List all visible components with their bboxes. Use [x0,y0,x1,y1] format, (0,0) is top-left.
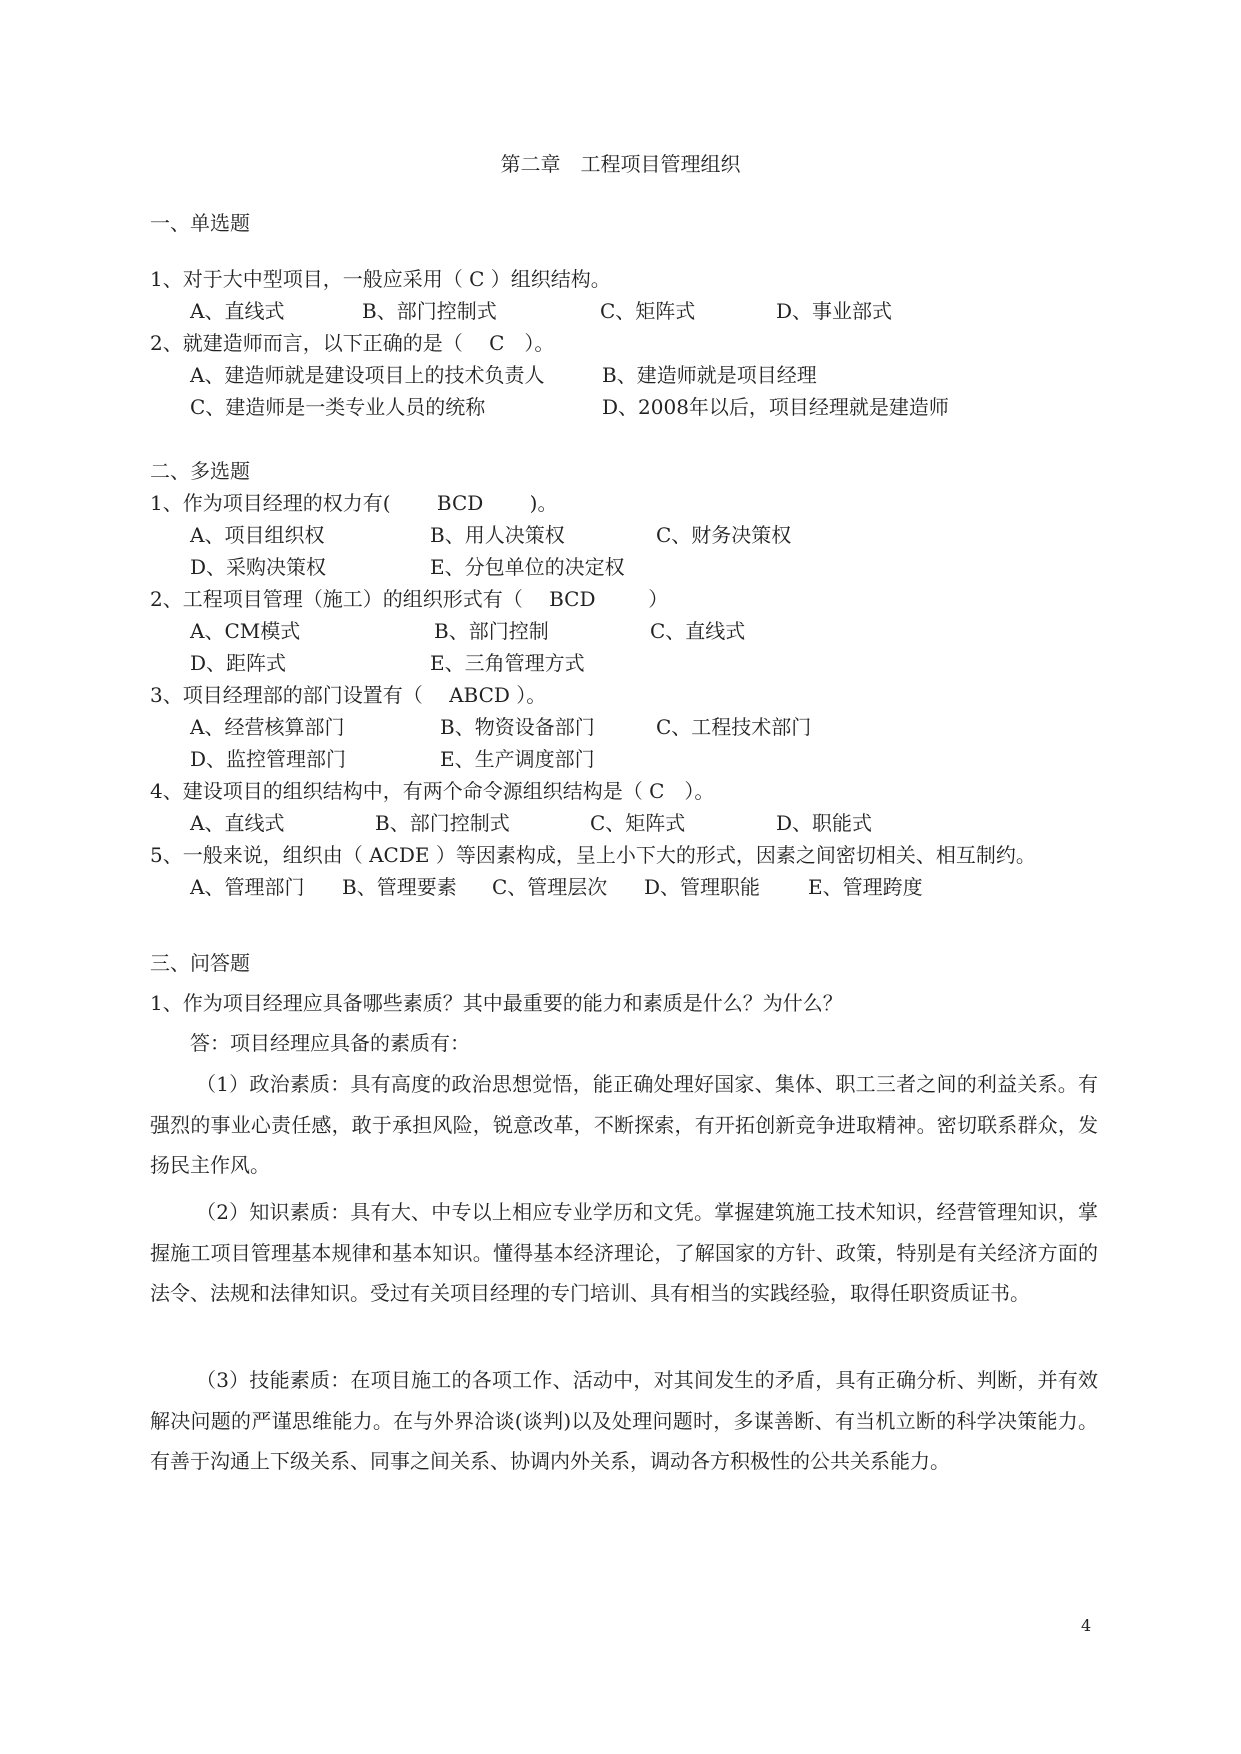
option-a: A、CM模式 [190,619,301,643]
question-stem: 1、作为项目经理的权力有( BCD )。 [150,491,558,515]
option-d: D、职能式 [776,811,873,835]
option-d: D、2008年以后，项目经理就是建造师 [602,395,949,419]
option-c: C、直线式 [650,619,746,643]
section-heading-single-choice: 一、单选题 [150,211,250,235]
question-stem: 4、建设项目的组织结构中，有两个命令源组织结构是（ C ）。 [150,779,715,803]
option-a: A、项目组织权 [190,523,325,547]
option-d: D、采购决策权 [190,555,327,579]
option-c: C、建造师是一类专业人员的统称 [190,395,486,419]
option-b: B、建造师就是项目经理 [602,363,817,387]
chapter-title: 第二章 工程项目管理组织 [500,152,741,176]
option-b: B、用人决策权 [430,523,565,547]
option-c: C、矩阵式 [590,811,686,835]
option-a: A、经营核算部门 [190,715,345,739]
option-a: A、建造师就是建设项目上的技术负责人 [190,363,545,387]
option-b: B、物资设备部门 [440,715,595,739]
question-stem: 1、对于大中型项目，一般应采用（ C ）组织结构。 [150,267,611,291]
answer-paragraph-knowledge: （2）知识素质：具有大、中专以上相应专业学历和文凭。掌握建筑施工技术知识，经营管理知识，掌握施工项目管理基本规律和基本知识。懂得基本经济理论，了解国家的方针、政策，特别是有关经济方面的法令、法规和法律知识。受过有关项目经理的专门培训、具有相当的实践经验，取得任职资质证书。 [150,1200,1098,1305]
option-b: B、部门控制 [434,619,549,643]
option-d: D、监控管理部门 [190,747,347,771]
option-e: E、生产调度部门 [440,747,595,771]
option-c: C、工程技术部门 [656,715,812,739]
option-e: E、三角管理方式 [430,651,585,675]
option-a: A、直线式 [190,811,285,835]
question-stem: 2、工程项目管理（施工）的组织形式有（ BCD ） [150,587,669,611]
option-c: C、管理层次 [492,875,608,899]
section-heading-multiple-choice: 二、多选题 [150,459,250,483]
option-d: D、管理职能 [644,875,761,899]
answer-paragraph-skill: （3）技能素质：在项目施工的各项工作、活动中，对其间发生的矛盾，具有正确分析、判断，并有效解决问题的严谨思维能力。在与外界洽谈(谈判)以及处理问题时，多谋善断、有当机立断的科学决策能力。有善于沟通上下级关系、同事之间关系、协调内外关系，调动各方积极性的公共关系能力。 [150,1368,1098,1473]
question-stem: 3、项目经理部的部门设置有（ ABCD ）。 [150,683,547,707]
section-heading-short-answer: 三、问答题 [150,951,250,975]
page-number: 4 [1081,1616,1092,1635]
option-c: C、财务决策权 [656,523,792,547]
answer-intro: 答：项目经理应具备的素质有： [190,1031,470,1055]
option-b: B、部门控制式 [375,811,510,835]
option-b: B、部门控制式 [362,299,497,323]
option-d: D、事业部式 [776,299,893,323]
question-stem: 2、就建造师而言，以下正确的是（ C ）。 [150,331,555,355]
answer-paragraph-political: （1）政治素质：具有高度的政治思想觉悟，能正确处理好国家、集体、职工三者之间的利益关系。有强烈的事业心责任感，敢于承担风险，锐意改革，不断探索，有开拓创新竞争进取精神。密切联系群众，发扬民主作风。 [150,1072,1098,1177]
option-b: B、管理要素 [342,875,457,899]
option-e: E、分包单位的决定权 [430,555,625,579]
option-a: A、管理部门 [190,875,305,899]
question-stem: 1、作为项目经理应具备哪些素质？其中最重要的能力和素质是什么？为什么？ [150,991,843,1015]
option-e: E、管理跨度 [808,875,923,899]
option-a: A、直线式 [190,299,285,323]
option-c: C、矩阵式 [600,299,696,323]
option-d: D、距阵式 [190,651,287,675]
question-stem: 5、一般来说，组织由（ ACDE ）等因素构成，呈上小下大的形式，因素之间密切相关、相互制约。 [150,843,1036,867]
